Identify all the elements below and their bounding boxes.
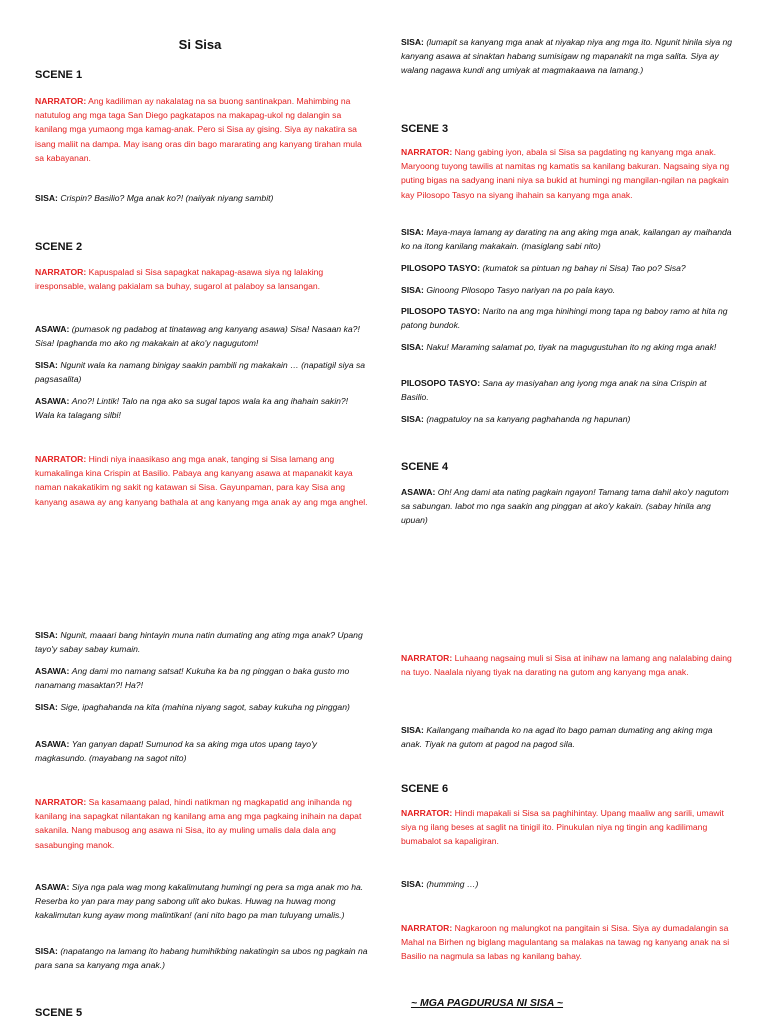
speaker-label: NARRATOR:: [35, 96, 87, 106]
narrator-line-7: [401, 806, 734, 849]
speaker-label: ASAWA:: [35, 666, 70, 676]
speaker-label: PILOSOPO TASYO:: [401, 306, 481, 316]
scene-6-heading: SCENE 6: [401, 783, 449, 795]
sisa-line-7: [401, 225, 734, 253]
speaker-label: SISA:: [401, 414, 424, 424]
scene-1-heading: SCENE 1: [35, 69, 83, 81]
narrator-line-8: [401, 921, 734, 964]
speaker-label: ASAWA:: [35, 739, 70, 749]
line-text: Crispin? Basilio? Mga anak ko?! (naiiyak niyang sambit): [60, 193, 274, 203]
speaker-label: SISA:: [35, 702, 58, 712]
line-text: Siya nga pala wag mong kakalimutang humingi ng pera sa mga anak mo ha. Reserba ko yan para may pang sabong ulit ako bukas. Huwag na huwag mong kakalimutan kung ayaw mong malintikan! (ani nito bago pa man tuluyang umalis.): [35, 882, 364, 921]
sisa-line-12: [401, 877, 734, 891]
asawa-line-6: [401, 485, 734, 528]
speaker-label: NARRATOR:: [401, 653, 453, 663]
speaker-label: SISA:: [35, 630, 58, 640]
speaker-label: NARRATOR:: [35, 454, 87, 464]
sisa-line-8: [401, 283, 734, 297]
sisa-line-6: [401, 35, 734, 78]
speaker-label: SISA:: [401, 227, 424, 237]
line-text: Oh! Ang dami ata nating pagkain ngayon! Tamang tama dahil ako'y nagutom sa sabungan. Iabot mo nga saakin ang pinggan at ako'y kakain. (sabay hinila ang upuan): [401, 487, 729, 526]
narrator-line-1: [35, 94, 368, 165]
closing-heading: ~ MGA PAGDURUSA NI SISA ~: [410, 997, 564, 1009]
scene-4-heading: SCENE 4: [401, 461, 449, 473]
line-text: (lumapit sa kanyang mga anak at niyakap niya ang mga ito. Ngunit hinila siya ng kanyang asawa at sinaktan habang sumisigaw ng mapanakit na mga salita. Siya ay walang nagawa kundi ang umiyak at magmakaawa na lamang.): [401, 37, 733, 76]
asawa-line-2: [35, 394, 368, 422]
speaker-label: ASAWA:: [35, 324, 70, 334]
sisa-line-1: [35, 191, 368, 205]
narrator-line-5: [401, 145, 734, 202]
speaker-label: PILOSOPO TASYO:: [401, 263, 481, 273]
sisa-line-9: [401, 340, 734, 354]
line-text: Ang dami mo namang satsat! Kukuha ka ba ng pinggan o baka gusto mo nanamang masaktan?! Ha?!: [35, 666, 350, 691]
sisa-line-3: [35, 628, 368, 656]
speaker-label: NARRATOR:: [401, 808, 453, 818]
line-text: Kailangang maihanda ko na agad ito bago paman dumating ang aking mga anak. Tiyak na gutom at pagod na pagod sila.: [401, 725, 713, 750]
sisa-line-11: [401, 723, 734, 751]
line-text: Ngunit wala ka namang binigay saakin pambili ng makakain … (napatigil siya sa pagsasalita): [35, 360, 366, 385]
line-text: Hindi mapakali si Sisa sa paghihintay. Upang maaliw ang sarili, umawit siya ng ilang beses at saglit na tinigil ito. Pinukulan niya ng tingin ang kadilimang bumabalot sa kapaligiran.: [401, 808, 724, 847]
line-text: Hindi niya inaasikaso ang mga anak, tanging si Sisa lamang ang kumakalinga kina Crispin at Basilio. Pabaya ang kanyang asawa at mapanakit kaya naman nakakatikim ng sakit ng katawan si Sisa. Gayunpaman, para kay Sisa ang kanyang asawa ay ang kanyang bathala at ang kanyang mga anak ay ang mga anghel.: [35, 454, 368, 507]
narrator-line-3: [35, 452, 368, 509]
line-text: (nagpatuloy na sa kanyang paghahanda ng hapunan): [426, 414, 631, 424]
speaker-label: SISA:: [401, 879, 424, 889]
speaker-label: SISA:: [35, 946, 58, 956]
line-text: Ginoong Pilosopo Tasyo nariyan na po pala kayo.: [426, 285, 616, 295]
narrator-line-4: [35, 795, 368, 852]
speaker-label: SISA:: [35, 193, 58, 203]
speaker-label: NARRATOR:: [35, 797, 87, 807]
asawa-line-1: [35, 322, 368, 350]
pilosopo-line-3: [401, 376, 734, 404]
sisa-line-4: [35, 700, 368, 714]
scene-5-heading: SCENE 5: [35, 1007, 83, 1019]
line-text: (napatango na lamang ito habang humihikbing nakatingin sa ubos ng pagkain na para sana sa kanyang mga anak.): [35, 946, 368, 971]
pilosopo-line-2: [401, 304, 734, 332]
line-text: (humming …): [426, 879, 479, 889]
speaker-label: NARRATOR:: [35, 267, 87, 277]
sisa-line-2: [35, 358, 368, 386]
line-text: Luhaang nagsaing muli si Sisa at inihaw na lamang ang nalalabing daing na tuyo. Naalala niyang tiyak na darating na gutom ang kanyang mga anak.: [401, 653, 732, 678]
line-text: Ang kadiliman ay nakalatag na sa buong santinakpan. Mahimbing na natutulog ang mga taga San Diego pagkatapos na makapag-ukol ng dalangin sa kanilang mga yumaong mga kamag-anak. Pero si Sisa ay gising. Siya ay nakatira sa isang maliit na dampa. May isang oras din bago mararating ang kanyang tirahan mula sa kabayanan.: [35, 96, 362, 163]
asawa-line-3: [35, 664, 368, 692]
document-title: Si Sisa: [178, 37, 222, 52]
line-text: Kapuspalad si Sisa sapagkat nakapag-asawa siya ng lalaking iresponsable, walang pakialam sa buhay, sugarol at palaboy sa lansangan.: [35, 267, 324, 292]
line-text: Maya-maya lamang ay darating na ang aking mga anak, kailangan ay maihanda ko na itong kanilang makakain. (masiglang sabi nito): [401, 227, 732, 252]
pilosopo-line-1: [401, 261, 734, 275]
line-text: (pumasok ng padabog at tinatawag ang kanyang asawa) Sisa! Nasaan ka?! Sisa! Ipaghanda mo ako ng makakain at ako'y nagugutom!: [35, 324, 360, 349]
speaker-label: PILOSOPO TASYO:: [401, 378, 481, 388]
narrator-line-6: [401, 651, 734, 679]
speaker-label: SISA:: [401, 725, 424, 735]
speaker-label: SISA:: [35, 360, 58, 370]
asawa-line-5: [35, 880, 368, 923]
speaker-label: SISA:: [401, 342, 424, 352]
line-text: (kumatok sa pintuan ng bahay ni Sisa) Tao po? Sisa?: [482, 263, 686, 273]
sisa-line-10: [401, 412, 734, 426]
line-text: Sige, ipaghahanda na kita (mahina niyang sagot, sabay kukuha ng pinggan): [60, 702, 350, 712]
line-text: Nang gabing iyon, abala si Sisa sa pagdating ng kanyang mga anak. Maryoong tuyong tawilis at namitas ng kamatis sa kanilang bakuran. Nagsaing siya ng puting bigas na sadyang inani niya sa bukid at humingi ng mangilan-ngilan na pagkain kay Pilosopo Tasyo na siyang ihahain sa kanyang mga anak.: [401, 147, 730, 200]
speaker-label: ASAWA:: [35, 396, 70, 406]
speaker-label: NARRATOR:: [401, 923, 453, 933]
line-text: Nagkaroon ng malungkot na pangitain si Sisa. Siya ay dumadalangin sa Mahal na Birhen ng biglang magulantang sa malakas na tawag ng kanyang anak na si Basilio na nagmula sa labas ng kanilang bahay.: [401, 923, 730, 962]
sisa-line-5: [35, 944, 368, 972]
line-text: Ngunit, maaari bang hintayin muna natin dumating ang ating mga anak? Upang tayo'y sabay sabay kumain.: [35, 630, 363, 655]
narrator-line-2: [35, 265, 368, 293]
speaker-label: ASAWA:: [401, 487, 436, 497]
speaker-label: NARRATOR:: [401, 147, 453, 157]
line-text: Naku! Maraming salamat po, tiyak na magugustuhan ito ng aking mga anak!: [426, 342, 717, 352]
line-text: Yan ganyan dapat! Sumunod ka sa aking mga utos upang tayo'y magkasundo. (mayabang na sagot nito): [35, 739, 317, 764]
line-text: Sa kasamaang palad, hindi natikman ng magkapatid ang inihanda ng kanilang ina sapagkat nilantakan ng kanilang ama ang mga pagkaing inihain na dapat sakanila. Nang mabusog ang asawa ni Sisa, ito ay muling umalis dala dala ang sasabunging manok.: [35, 797, 362, 850]
scene-2-heading: SCENE 2: [35, 241, 83, 253]
scene-3-heading: SCENE 3: [401, 123, 449, 135]
speaker-label: ASAWA:: [35, 882, 70, 892]
asawa-line-4: [35, 737, 368, 765]
speaker-label: SISA:: [401, 285, 424, 295]
line-text: Sana ay masiyahan ang iyong mga anak na sina Crispin at Basilio.: [401, 378, 707, 403]
line-text: Ano?! Lintik! Talo na nga ako sa sugal tapos wala ka ang ihahain sakin?! Wala ka talagang silbi!: [35, 396, 349, 421]
line-text: Narito na ang mga hinihingi mong tapa ng baboy ramo at hita ng patong bundok.: [401, 306, 728, 331]
speaker-label: SISA:: [401, 37, 424, 47]
